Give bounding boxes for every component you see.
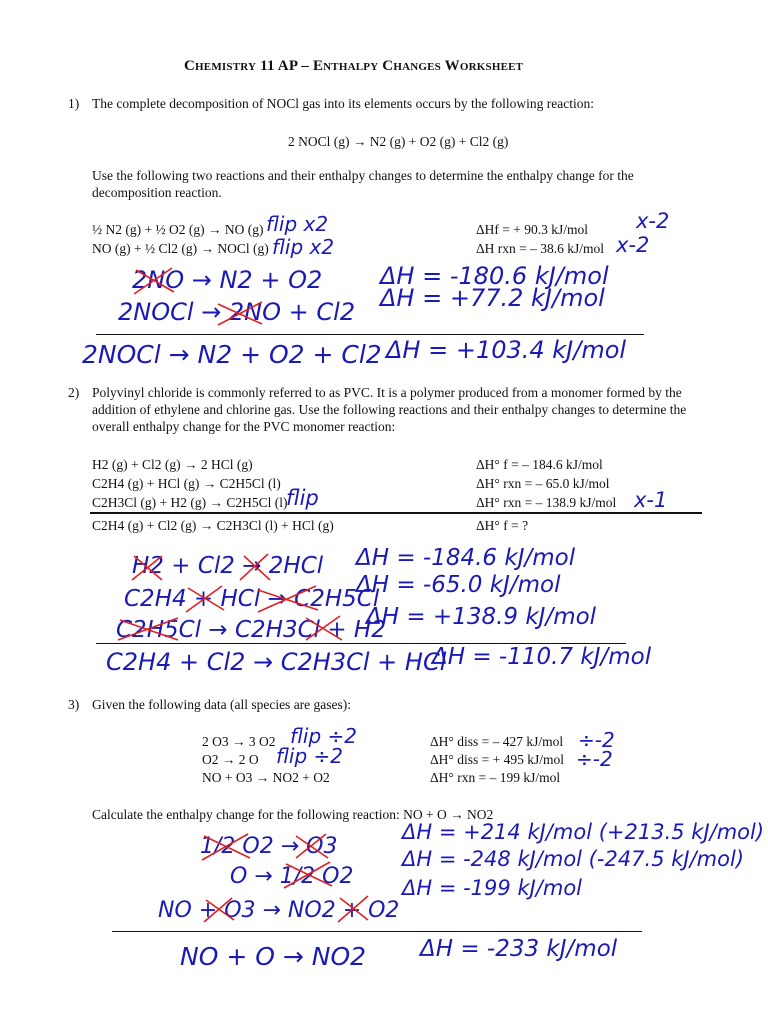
q1-instructions: Use the following two reactions and their enthalpy changes to determine the enthalpy change for the decomposition reaction. — [92, 168, 634, 200]
q1-hw-line-1: 2NO → N2 + O2 — [132, 266, 323, 294]
q3-hw-line-2-dh: ΔH = -248 kJ/mol (-247.5 kJ/mol) — [402, 847, 745, 871]
q3-given-reaction-3: NO + O3 → NO2 + O2 — [202, 770, 330, 785]
q1-hw-answer: 2NOCl → N2 + O2 + Cl2 — [82, 340, 382, 369]
q2-target-dh: ΔH° f = ? — [476, 518, 529, 533]
q2-given-reaction-1: H2 (g) + Cl2 (g) → 2 HCl (g) — [92, 457, 253, 472]
q3-hw-div-2: ÷-2 — [576, 747, 613, 771]
q2-given-dh-1: ΔH° f = – 184.6 kJ/mol — [476, 457, 603, 472]
q3-given-dh-1: ΔH° diss = – 427 kJ/mol — [430, 734, 564, 749]
worksheet-title: Chemistry 11 AP – Enthalpy Changes Worksheet — [184, 58, 524, 74]
q3-given-dh-3: ΔH° rxn = – 199 kJ/mol — [430, 770, 561, 785]
q3-calc-prompt: Calculate the enthalpy change for the following reaction: NO + O → NO2 — [92, 807, 494, 822]
q3-given-dh-2: ΔH° diss = + 495 kJ/mol — [430, 752, 564, 767]
q2-hw-answer-dh: ΔH = -110.7 kJ/mol — [432, 644, 652, 670]
q1-hw-line-2: 2NOCl → 2NO + Cl2 — [118, 298, 356, 326]
q3-hw-line-3-dh: ΔH = -199 kJ/mol — [402, 876, 583, 900]
q3-text: Given the following data (all species are gases): — [92, 697, 352, 712]
q2-number: 2) — [68, 385, 80, 400]
q3-hw-div-1: ÷-2 — [578, 728, 615, 752]
q2-hw-answer: C2H4 + Cl2 → C2H3Cl + HCl — [106, 648, 447, 676]
q3-hw-line-3: NO + O3 → NO2 + O2 — [158, 898, 400, 923]
q2-hw-line-1-dh: ΔH = -184.6 kJ/mol — [356, 545, 576, 571]
q2-hw-line-3-dh: ΔH = +138.9 kJ/mol — [366, 604, 597, 630]
q2-given-reaction-2: C2H4 (g) + HCl (g) → C2H5Cl (l) — [92, 476, 281, 491]
q1-hw-mult-1: x-2 — [636, 209, 670, 233]
q2-target-reaction: C2H4 (g) + Cl2 (g) → C2H3Cl (l) + HCl (g) — [92, 518, 334, 533]
q2-text: Polyvinyl chloride is commonly referred to as PVC. It is a polymer produced from a monomer formed by the addition of ethylene and chlorine gas. Use the following reactions and their enthalpy changes to determine the overall enthalpy change for the PVC monomer reaction: — [92, 385, 687, 434]
q3-answer-rule — [112, 931, 642, 932]
q2-hw-line-2: C2H4 + HCl → C2H5Cl — [124, 586, 380, 612]
q2-hw-mult: x-1 — [634, 488, 668, 512]
q3-number: 3) — [68, 697, 80, 712]
q2-hw-line-2-dh: ΔH = -65.0 kJ/mol — [356, 572, 561, 598]
q3-given-reaction-1: 2 O3 → 3 O2 — [202, 734, 276, 749]
q3-hw-line-1-dh: ΔH = +214 kJ/mol (+213.5 kJ/mol) — [402, 820, 765, 844]
q1-hw-answer-dh: ΔH = +103.4 kJ/mol — [386, 336, 627, 364]
q3-hw-answer-dh: ΔH = -233 kJ/mol — [420, 936, 618, 962]
q3-hw-answer: NO + O → NO2 — [180, 942, 367, 971]
q1-hw-line-1-dh: ΔH = -180.6 kJ/mol — [380, 262, 609, 290]
q2-hw-flip: flip — [286, 486, 319, 510]
q1-given-reaction-2: NO (g) + ½ Cl2 (g) → NOCl (g) — [92, 241, 269, 256]
q2-given-dh-2: ΔH° rxn = – 65.0 kJ/mol — [476, 476, 610, 491]
q1-hw-flip-1: flip x2 — [266, 212, 329, 236]
q3-hw-flip-1: flip ÷2 — [290, 724, 358, 748]
q2-given-reaction-3: C2H3Cl (g) + H2 (g) → C2H5Cl (l) — [92, 495, 288, 510]
q2-hw-line-3: C2H5Cl → C2H3Cl + H2 — [116, 617, 386, 643]
q1-hw-flip-2: flip x2 — [272, 235, 335, 259]
q1-hw-mult-2: x-2 — [616, 233, 650, 257]
q3-hw-line-1: 1/2 O2 → O3 — [200, 834, 338, 859]
q3-hw-line-2: O → 1/2 O2 — [230, 864, 354, 889]
q1-reaction: 2 NOCl (g) → N2 (g) + O2 (g) + Cl2 (g) — [288, 134, 509, 149]
q3-hw-flip-2: flip ÷2 — [276, 744, 344, 768]
q1-hw-line-2-dh: ΔH = +77.2 kJ/mol — [380, 284, 605, 312]
q1-number: 1) — [68, 96, 80, 111]
q2-given-dh-3: ΔH° rxn = – 138.9 kJ/mol — [476, 495, 617, 510]
q1-given-reaction-1: ½ N2 (g) + ½ O2 (g) → NO (g) — [92, 222, 264, 237]
q1-given-dh-1: ΔHf = + 90.3 kJ/mol — [476, 222, 589, 237]
q3-given-reaction-2: O2 → 2 O — [202, 752, 259, 767]
q1-given-dh-2: ΔH rxn = – 38.6 kJ/mol — [476, 241, 605, 256]
q1-text: The complete decomposition of NOCl gas into its elements occurs by the following reaction: — [92, 96, 595, 111]
q2-hw-line-1: H2 + Cl2 → 2HCl — [132, 553, 324, 579]
